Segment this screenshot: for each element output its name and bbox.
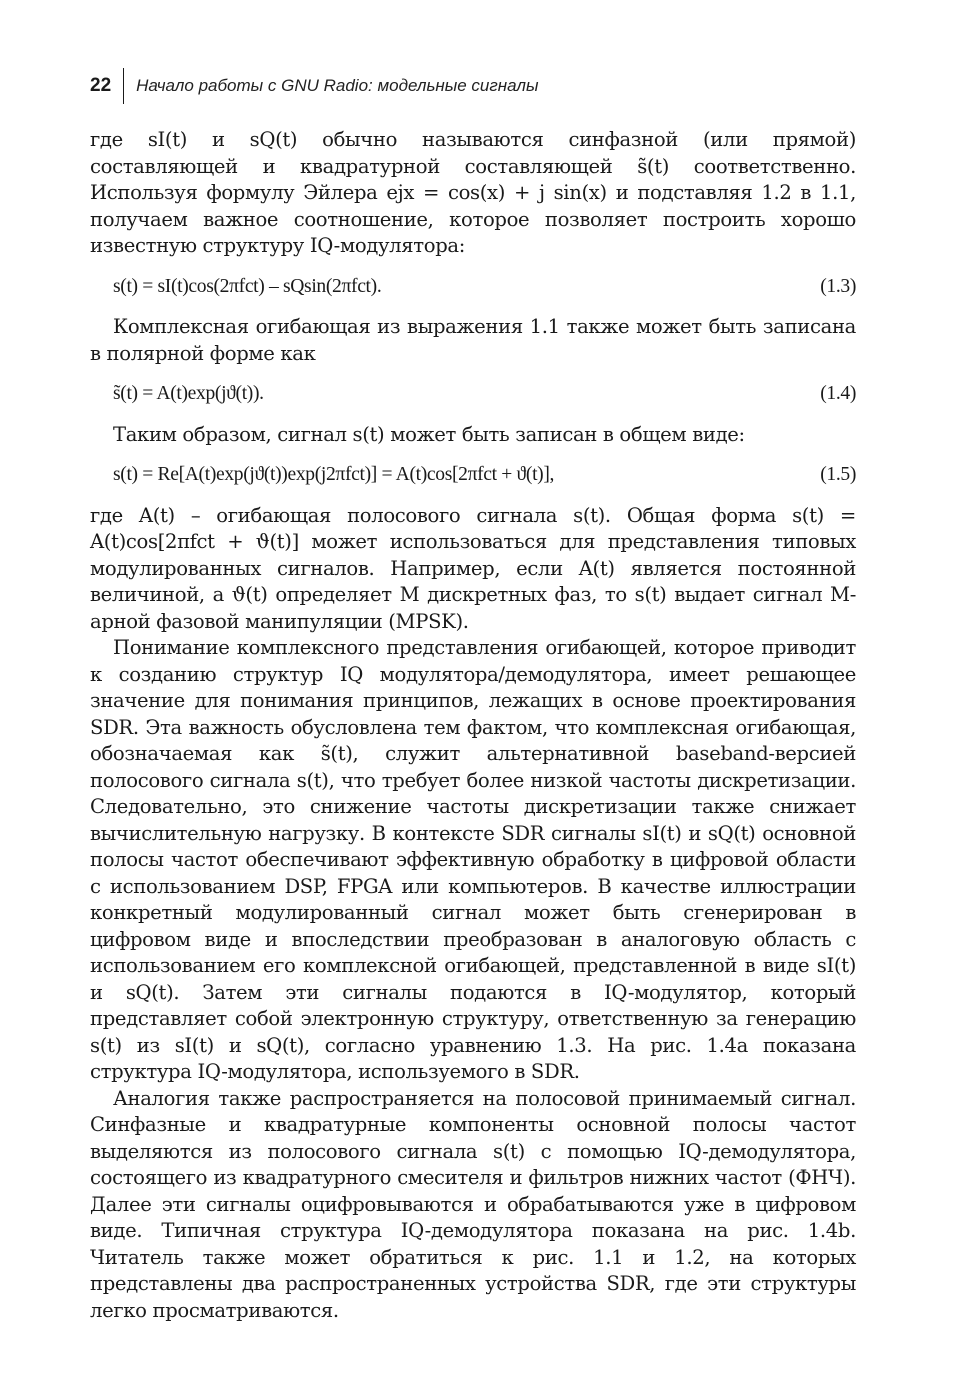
equation-number: (1.3): [820, 275, 856, 297]
page-number: 22: [90, 75, 112, 96]
equation-1-5: [90, 462, 856, 489]
equation-formula: s(t) = Re[A(t)exp(jϑ(t))exp(j2πfct)] = A(t)cos[2πfct + ϑ(t)],: [113, 464, 555, 485]
equation-formula: s(t) = sI(t)cos(2πfct) – sQsin(2πfct).: [113, 275, 382, 297]
equation-1-3: [90, 274, 856, 301]
page-body: [90, 127, 856, 1324]
running-header: [90, 68, 539, 104]
paragraph-3: Таким образом, сигнал s(t) может быть записан в общем виде:: [113, 422, 745, 446]
paragraph-2: Комплексная огибающая из выражения 1.1 также может быть записана в полярной форме как: [90, 315, 856, 365]
equation-number: (1.4): [820, 383, 856, 404]
equation-formula: s̃(t) = A(t)exp(jϑ(t)).: [113, 383, 264, 404]
running-title: Начало работы с GNU Radio: модельные сигналы: [136, 76, 539, 95]
paragraph-4: где A(t) – огибающая полосового сигнала s(t). Общая форма s(t) = A(t)cos[2πfct + ϑ(t)] может использоваться для представления типовых модулированных сигналов. Например, если A(t) является постоянной величиной, а ϑ(t) определяет M дискретных фаз, то s(t) выдает сигнал M-арной фазовой манипуляции (MPSK).: [90, 503, 856, 633]
equation-1-4: [90, 381, 856, 408]
paragraph-6: Аналогия также распространяется на полосовой принимаемый сигнал. Синфазные и квадратурные компоненты основной полосы частот выделяются из полосового сигнала s(t) с помощью IQ-демодулятора, состоящего из квадратурного смесителя и фильтров нижних частот (ФНЧ). Далее эти сигналы оцифровываются и обрабатываются уже в цифровом виде. Типичная структура IQ-демодулятора показана на рис. 1.4b. Читатель также может обратиться к рис. 1.1 и 1.2, на которых представлены два распространенных устройства SDR, где эти структуры легко просматриваются.: [90, 1086, 856, 1322]
paragraph-5: Понимание комплексного представления огибающей, которое приводит к созданию структур IQ модулятора/демодулятора, имеет решающее значение для понимания принципов, лежащих в основе проектирования SDR. Эта важность обусловлена тем фактом, что комплексная огибающая, обозначаемая как s̃(t), служит альтернативной baseband-версией полосового сигнала s(t), что требует более низкой частоты дискретизации. Следовательно, это снижение частоты дискретизации также снижает вычислительную нагрузку. В контексте SDR сигналы sI(t) и sQ(t) основной полосы частот обеспечивают эффективную обработку в цифровой области с использованием DSP, FPGA или компьютеров. В качестве иллюстрации конкретный модулированный сигнал может быть сгенерирован в цифровом виде и впоследствии преобразован в аналоговую область с использованием его комплексной огибающей, представленной в виде sI(t) и sQ(t). Затем эти сигналы подаются в IQ-модулятор, который представляет собой электронную структуру, ответственную за генерацию s(t) из sI(t) и sQ(t), согласно уравнению 1.3. На рис. 1.4a показана структура IQ-модулятора, используемого в SDR.: [90, 636, 856, 1083]
paragraph-1: где sI(t) и sQ(t) обычно называются синфазной (или прямой) составляющей и квадратурной составляющей s̃(t) соответственно. Используя формулу Эйлера ejx = cos(x) + j sin(x) и подставляя 1.2 в 1.1, получаем важное соотношение, которое позволяет построить хорошо известную структуру IQ-модулятора:: [90, 128, 856, 257]
equation-number: (1.5): [820, 464, 856, 485]
